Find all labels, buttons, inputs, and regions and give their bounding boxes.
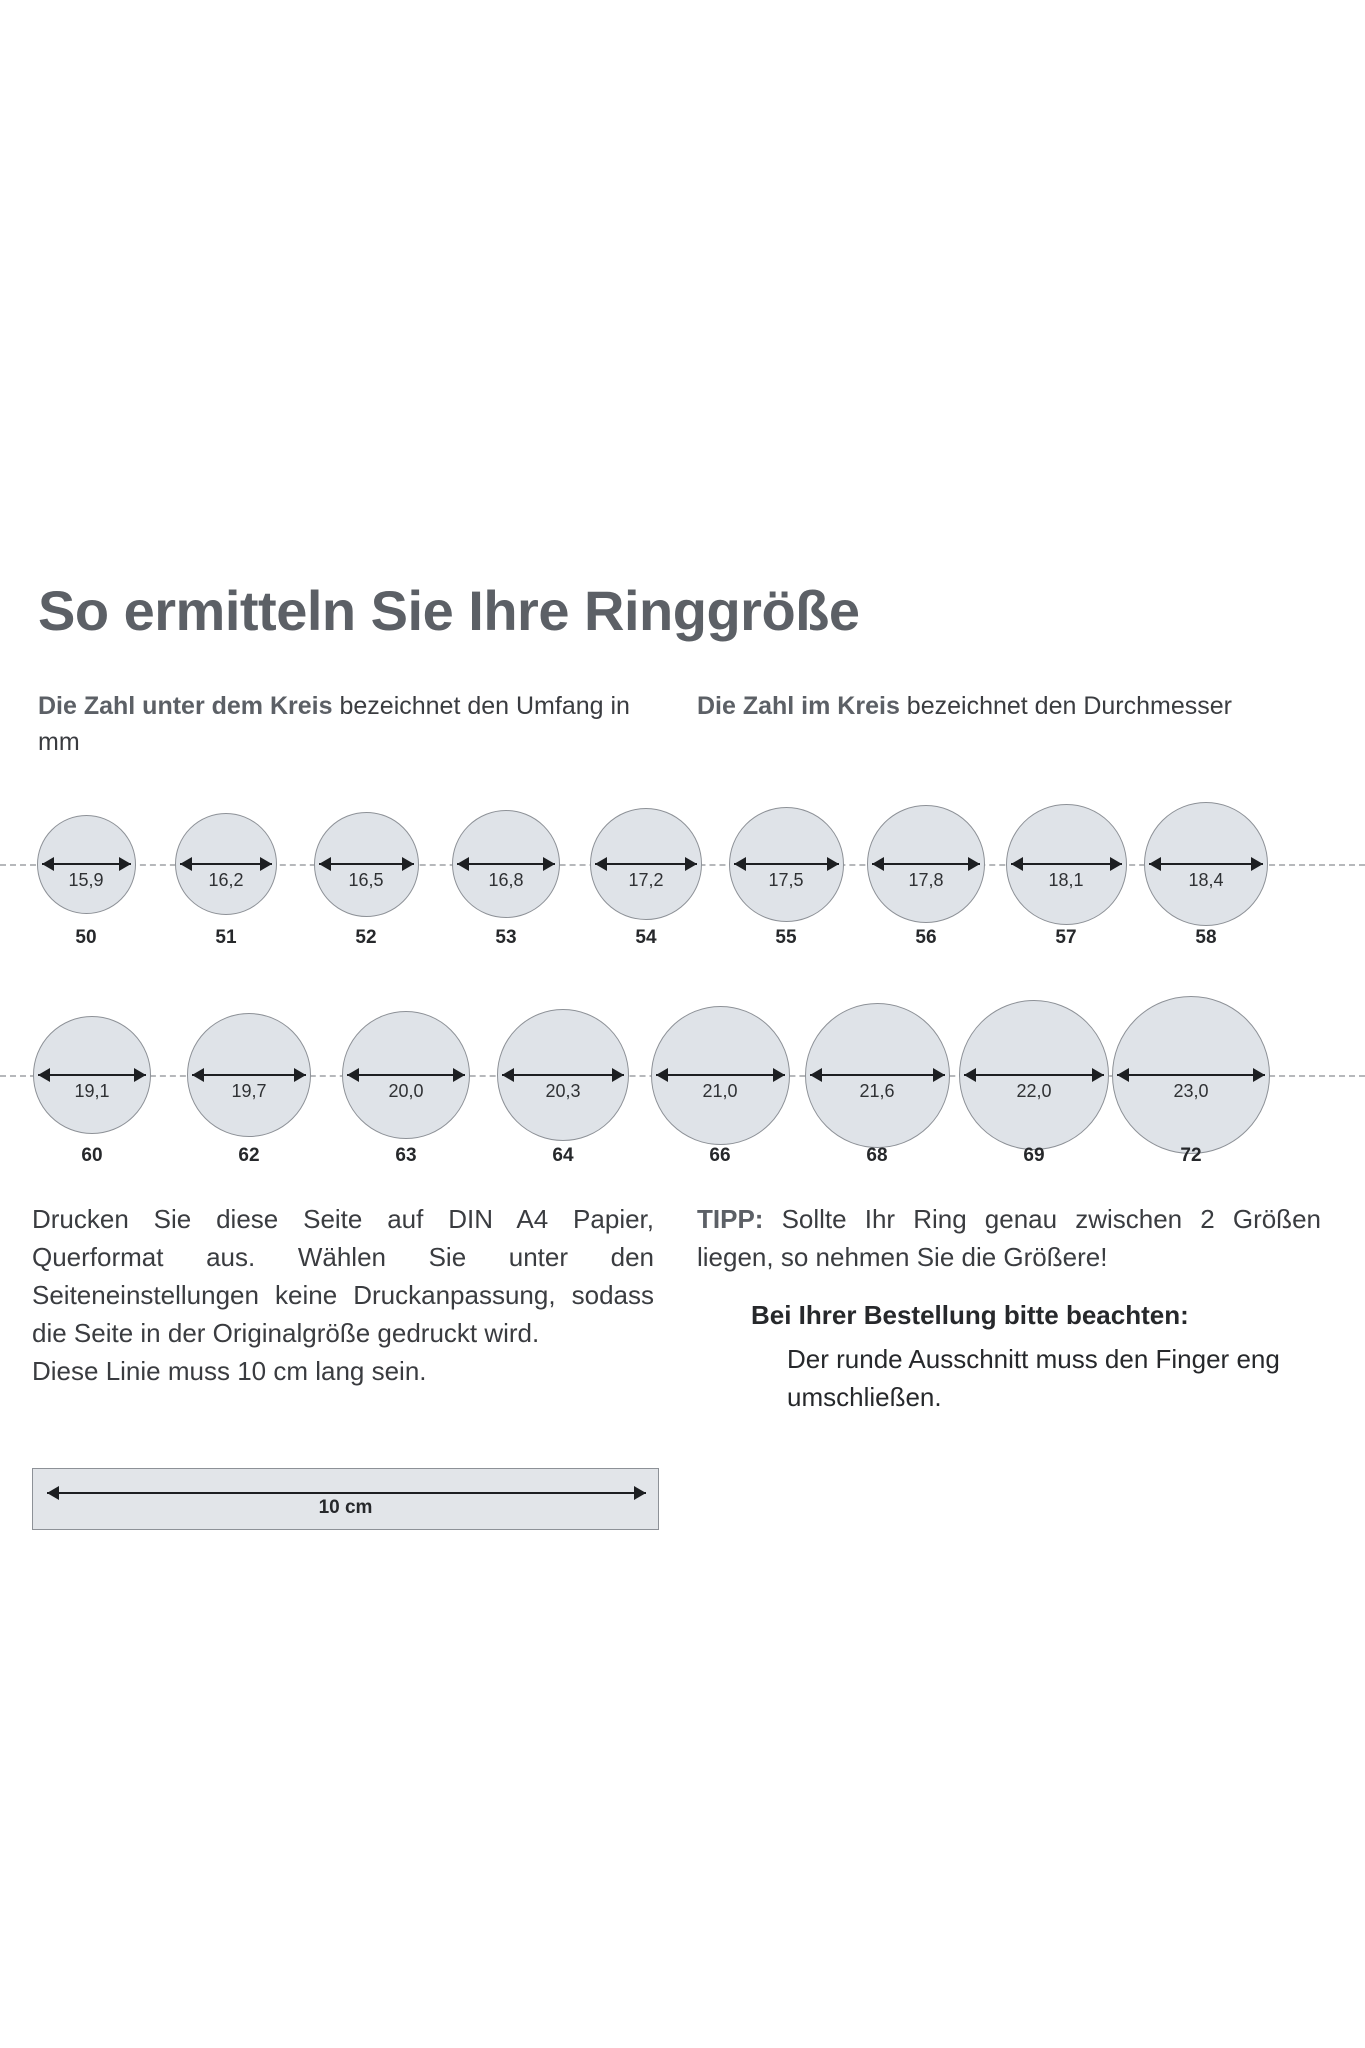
diameter-arrow [872, 857, 980, 871]
arrow-left-icon [347, 1068, 359, 1082]
ruler-10cm [32, 1468, 659, 1530]
arrow-left-icon [656, 1068, 668, 1082]
ring-size-label: 50 [75, 927, 97, 948]
diameter-arrow [1011, 857, 1122, 871]
diameter-arrow-line [595, 863, 697, 865]
diameter-arrow-line [319, 863, 414, 865]
diameter-arrow-line [656, 1074, 785, 1076]
arrow-left-icon [872, 857, 884, 871]
ring-size-label: 58 [1195, 927, 1217, 948]
ring-diameter-label: 19,1 [74, 1081, 110, 1101]
diameter-arrow [1149, 857, 1263, 871]
ring-size-label: 72 [1180, 1145, 1202, 1166]
ring-diameter-label: 16,8 [488, 870, 524, 890]
arrow-right-icon [543, 857, 555, 871]
intro-left-text [38, 688, 638, 760]
ruler-label: 10 cm [311, 1497, 381, 1519]
ring-size-label: 68 [866, 1145, 888, 1166]
diameter-arrow-line [1149, 863, 1263, 865]
intro-right-lead: Die Zahl im Kreis [697, 692, 900, 720]
ring-diameter-label: 18,1 [1048, 870, 1084, 890]
arrow-left-icon [457, 857, 469, 871]
diameter-arrow-line [38, 1074, 146, 1076]
intro-right-rest: bezeichnet den Durchmesser [899, 692, 1232, 720]
arrow-right-icon [1253, 1068, 1265, 1082]
arrow-right-icon [933, 1068, 945, 1082]
tip-text: Sollte Ihr Ring genau zwischen 2 Größen liegen, so nehmen Sie die Größere! [697, 1204, 1321, 1272]
ring-diameter-label: 18,4 [1188, 870, 1224, 890]
line-note: Diese Linie muss 10 cm lang sein. [32, 1356, 427, 1386]
arrow-left-icon [192, 1068, 204, 1082]
arrow-left-icon [810, 1068, 822, 1082]
ring-size-label: 51 [215, 927, 237, 948]
ring-diameter-label: 23,0 [1173, 1081, 1209, 1101]
ring-diameter-label: 19,7 [231, 1081, 267, 1101]
diameter-arrow-line [192, 1074, 306, 1076]
arrow-left-icon [1011, 857, 1023, 871]
diameter-arrow [192, 1068, 306, 1082]
intro-left-rest: bezeichnet den Umfang in mm [38, 692, 630, 756]
ring-diameter-label: 15,9 [68, 870, 104, 890]
arrow-left-icon [38, 1068, 50, 1082]
ring-size-label: 69 [1023, 1145, 1045, 1166]
ring-size-label: 66 [709, 1145, 731, 1166]
ring-size-label: 54 [635, 927, 657, 948]
ring-row-large-sizes [0, 975, 1365, 1166]
arrow-right-icon [612, 1068, 624, 1082]
arrow-right-icon [134, 1068, 146, 1082]
diameter-arrow [42, 857, 131, 871]
ring-diameter-label: 20,0 [388, 1081, 424, 1101]
diameter-arrow-line [872, 863, 980, 865]
diameter-arrow-line [180, 863, 272, 865]
tip-block [697, 1200, 1321, 1416]
intro-right-text [697, 688, 1317, 724]
ring-size-label: 57 [1055, 927, 1077, 948]
arrow-right-icon [634, 1486, 646, 1500]
arrow-right-icon [1110, 857, 1122, 871]
ring-row-small-sizes [0, 790, 1365, 970]
print-instructions [32, 1200, 654, 1390]
diameter-arrow [1117, 1068, 1265, 1082]
ring-size-label: 64 [552, 1145, 574, 1166]
ring-size-label: 56 [915, 927, 937, 948]
diameter-arrow [656, 1068, 785, 1082]
arrow-right-icon [119, 857, 131, 871]
arrow-left-icon [319, 857, 331, 871]
arrow-right-icon [685, 857, 697, 871]
order-body: Der runde Ausschnitt muss den Finger eng umschließen. [787, 1344, 1280, 1412]
arrow-left-icon [964, 1068, 976, 1082]
diameter-arrow-line [347, 1074, 465, 1076]
diameter-arrow [595, 857, 697, 871]
diameter-arrow-line [964, 1074, 1104, 1076]
arrow-right-icon [402, 857, 414, 871]
tip-text-paragraph [697, 1200, 1321, 1276]
ring-diameter-label: 16,5 [348, 870, 384, 890]
arrow-left-icon [595, 857, 607, 871]
page-title: So ermitteln Sie Ihre Ringgröße [38, 578, 860, 642]
arrow-left-icon [42, 857, 54, 871]
diameter-arrow [347, 1068, 465, 1082]
order-heading: Bei Ihrer Bestellung bitte beachten: [751, 1300, 1189, 1330]
ring-diameter-label: 17,8 [908, 870, 944, 890]
ruler-arrow-line [47, 1492, 646, 1494]
ring-diameter-label: 20,3 [545, 1081, 581, 1101]
diameter-arrow [38, 1068, 146, 1082]
arrow-left-icon [502, 1068, 514, 1082]
diameter-arrow-line [734, 863, 839, 865]
ring-size-label: 53 [495, 927, 517, 948]
print-instructions-text: Drucken Sie diese Seite auf DIN A4 Papier, Querformat aus. Wählen Sie unter den Seiteneinstellungen keine Druckanpassung, sodass die Seite in der Originalgröße gedruckt wird. [32, 1204, 654, 1348]
arrow-left-icon [47, 1486, 59, 1500]
diameter-arrow-line [502, 1074, 624, 1076]
arrow-right-icon [773, 1068, 785, 1082]
arrow-right-icon [1092, 1068, 1104, 1082]
diameter-arrow [734, 857, 839, 871]
diameter-arrow-line [457, 863, 555, 865]
ring-diameter-label: 17,2 [628, 870, 664, 890]
tip-label: TIPP: [697, 1204, 764, 1234]
ring-size-label: 60 [81, 1145, 103, 1166]
diameter-arrow-line [1011, 863, 1122, 865]
arrow-left-icon [1117, 1068, 1129, 1082]
arrow-right-icon [260, 857, 272, 871]
arrow-left-icon [1149, 857, 1161, 871]
ring-diameter-label: 21,0 [702, 1081, 738, 1101]
ring-diameter-label: 17,5 [768, 870, 804, 890]
diameter-arrow [502, 1068, 624, 1082]
ring-size-label: 62 [238, 1145, 260, 1166]
arrow-right-icon [1251, 857, 1263, 871]
intro-left-lead: Die Zahl unter dem Kreis [38, 692, 333, 720]
diameter-arrow-line [42, 863, 131, 865]
arrow-right-icon [827, 857, 839, 871]
ring-size-label: 55 [775, 927, 797, 948]
diameter-arrow [180, 857, 272, 871]
ring-diameter-label: 22,0 [1016, 1081, 1052, 1101]
ring-diameter-label: 16,2 [208, 870, 244, 890]
arrow-right-icon [453, 1068, 465, 1082]
ring-size-label: 52 [355, 927, 377, 948]
arrow-left-icon [180, 857, 192, 871]
arrow-left-icon [734, 857, 746, 871]
arrow-right-icon [968, 857, 980, 871]
ring-diameter-label: 21,6 [859, 1081, 895, 1101]
ring-size-label: 63 [395, 1145, 417, 1166]
diameter-arrow-line [810, 1074, 945, 1076]
diameter-arrow [964, 1068, 1104, 1082]
diameter-arrow [810, 1068, 945, 1082]
diameter-arrow-line [1117, 1074, 1265, 1076]
diameter-arrow [457, 857, 555, 871]
arrow-right-icon [294, 1068, 306, 1082]
diameter-arrow [319, 857, 414, 871]
